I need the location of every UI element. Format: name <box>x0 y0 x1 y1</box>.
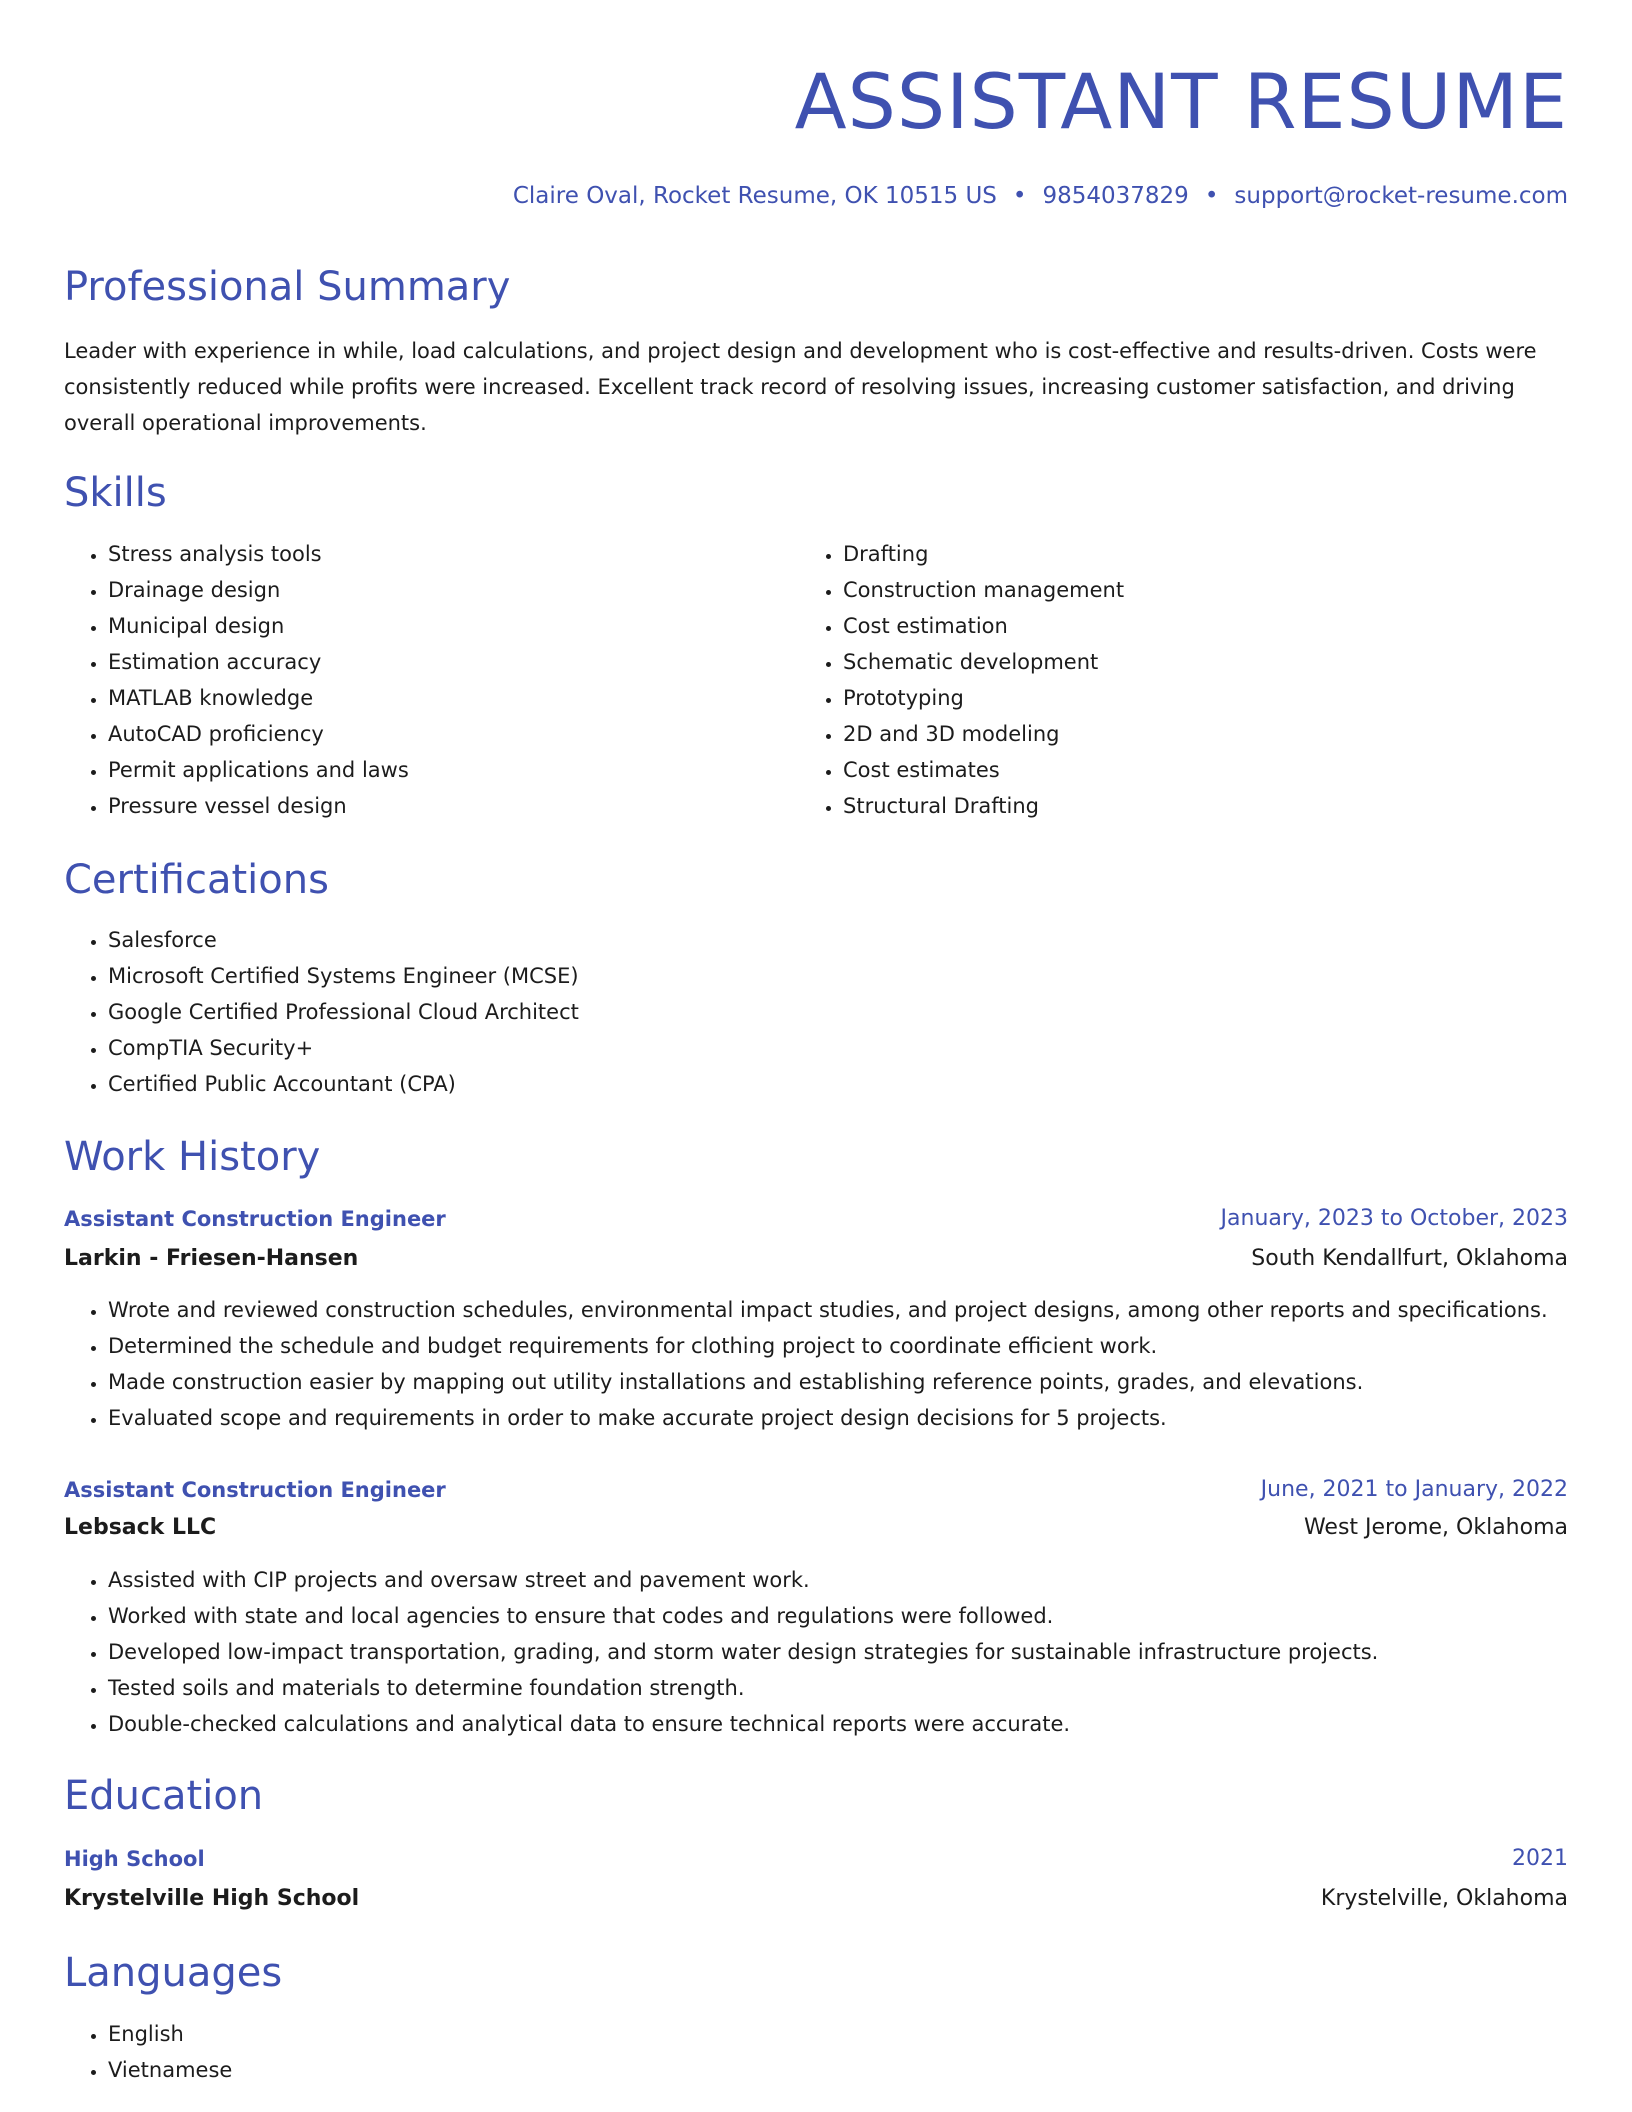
contact-separator: • <box>1204 183 1219 209</box>
job-dates: January, 2023 to October, 2023 <box>1220 1206 1568 1231</box>
skill-item: • Estimation accuracy <box>108 644 409 680</box>
skill-item: • Prototyping <box>843 680 1124 716</box>
skill-item: • Cost estimates <box>843 752 1124 788</box>
skills-list-right <box>799 536 1124 824</box>
section-heading-summary: Professional Summary <box>64 264 511 310</box>
skill-item: • AutoCAD proficiency <box>108 716 409 752</box>
certification-item: • CompTIA Security+ <box>108 1030 579 1066</box>
job-bullet: • Tested soils and materials to determine foundation strength. <box>108 1670 1378 1706</box>
skill-item: • Pressure vessel design <box>108 788 409 824</box>
school-name: Krystelville High School <box>64 1886 360 1911</box>
education-header <box>64 1842 1568 1876</box>
job-dates: June, 2021 to January, 2022 <box>1260 1477 1568 1502</box>
contact-separator: • <box>1012 183 1027 209</box>
section-heading-work-history: Work History <box>64 1134 321 1180</box>
job-title: Assistant Construction Engineer <box>64 1207 446 1231</box>
skill-item: • MATLAB knowledge <box>108 680 409 716</box>
job-bullet: • Worked with state and local agencies to ensure that codes and regulations were followed. <box>108 1598 1378 1634</box>
languages-list <box>64 2016 232 2088</box>
section-heading-languages: Languages <box>64 1950 283 1996</box>
job-subheader <box>64 1242 1568 1276</box>
section-heading-certifications: Certifications <box>64 857 329 903</box>
job-bullet: • Double-checked calculations and analytical data to ensure technical reports were accurate. <box>108 1706 1378 1742</box>
job-bullet: • Determined the schedule and budget requirements for clothing project to coordinate efficient work. <box>108 1328 1548 1364</box>
language-item: • English <box>108 2016 232 2052</box>
skill-item: • Schematic development <box>843 644 1124 680</box>
job-bullets <box>64 1292 1548 1436</box>
contact-phone: 9854037829 <box>1042 183 1189 209</box>
job-bullet: • Wrote and reviewed construction schedules, environmental impact studies, and project designs, among other reports and specifications. <box>108 1292 1548 1328</box>
degree: High School <box>64 1847 205 1871</box>
resume-title: ASSISTANT RESUME <box>794 57 1568 146</box>
section-heading-skills: Skills <box>64 470 167 516</box>
job-bullet: • Assisted with CIP projects and oversaw street and pavement work. <box>108 1562 1378 1598</box>
certification-item: • Google Certified Professional Cloud Architect <box>108 994 579 1030</box>
job-subheader <box>64 1511 1568 1545</box>
job-title: Assistant Construction Engineer <box>64 1478 446 1502</box>
skill-item: • 2D and 3D modeling <box>843 716 1124 752</box>
skill-item: • Construction management <box>843 572 1124 608</box>
education-subheader <box>64 1882 1568 1916</box>
job-bullet: • Evaluated scope and requirements in order to make accurate project design decisions for 5 projects. <box>108 1400 1548 1436</box>
job-header <box>64 1202 1568 1236</box>
skill-item: • Stress analysis tools <box>108 536 409 572</box>
skills-list-left <box>64 536 409 824</box>
skill-item: • Structural Drafting <box>843 788 1124 824</box>
skill-item: • Municipal design <box>108 608 409 644</box>
contact-line <box>513 181 1568 211</box>
certification-item: • Microsoft Certified Systems Engineer (MCSE) <box>108 958 579 994</box>
graduation-year: 2021 <box>1512 1846 1568 1871</box>
certification-item: • Salesforce <box>108 922 579 958</box>
skill-item: • Drafting <box>843 536 1124 572</box>
job-bullets <box>64 1562 1378 1742</box>
contact-address: Claire Oval, Rocket Resume, OK 10515 US <box>512 183 997 209</box>
company-name: Lebsack LLC <box>64 1515 217 1540</box>
certifications-list <box>64 922 579 1102</box>
section-heading-education: Education <box>64 1773 264 1819</box>
skill-item: • Cost estimation <box>843 608 1124 644</box>
job-location: West Jerome, Oklahoma <box>1303 1515 1568 1540</box>
school-location: Krystelville, Oklahoma <box>1320 1886 1568 1911</box>
skill-item: • Permit applications and laws <box>108 752 409 788</box>
job-location: South Kendallfurt, Oklahoma <box>1251 1246 1568 1271</box>
company-name: Larkin - Friesen-Hansen <box>64 1246 359 1271</box>
skill-item: • Drainage design <box>108 572 409 608</box>
job-header <box>64 1473 1568 1507</box>
job-bullet: • Made construction easier by mapping out utility installations and establishing reference points, grades, and elevations. <box>108 1364 1548 1400</box>
language-item: • Vietnamese <box>108 2052 232 2088</box>
contact-email[interactable]: support@rocket-resume.com <box>1234 183 1568 209</box>
summary-text: Leader with experience in while, load calculations, and project design and development who is cost-effective and results-driven. Costs were consistently reduced while profits were increased. Excellent track record of resolving issues, increasing customer satisfaction, and driving overall operational improvements. <box>64 339 1537 435</box>
job-bullet: • Developed low-impact transportation, grading, and storm water design strategies for sustainable infrastructure projects. <box>108 1634 1378 1670</box>
certification-item: • Certified Public Accountant (CPA) <box>108 1066 579 1102</box>
